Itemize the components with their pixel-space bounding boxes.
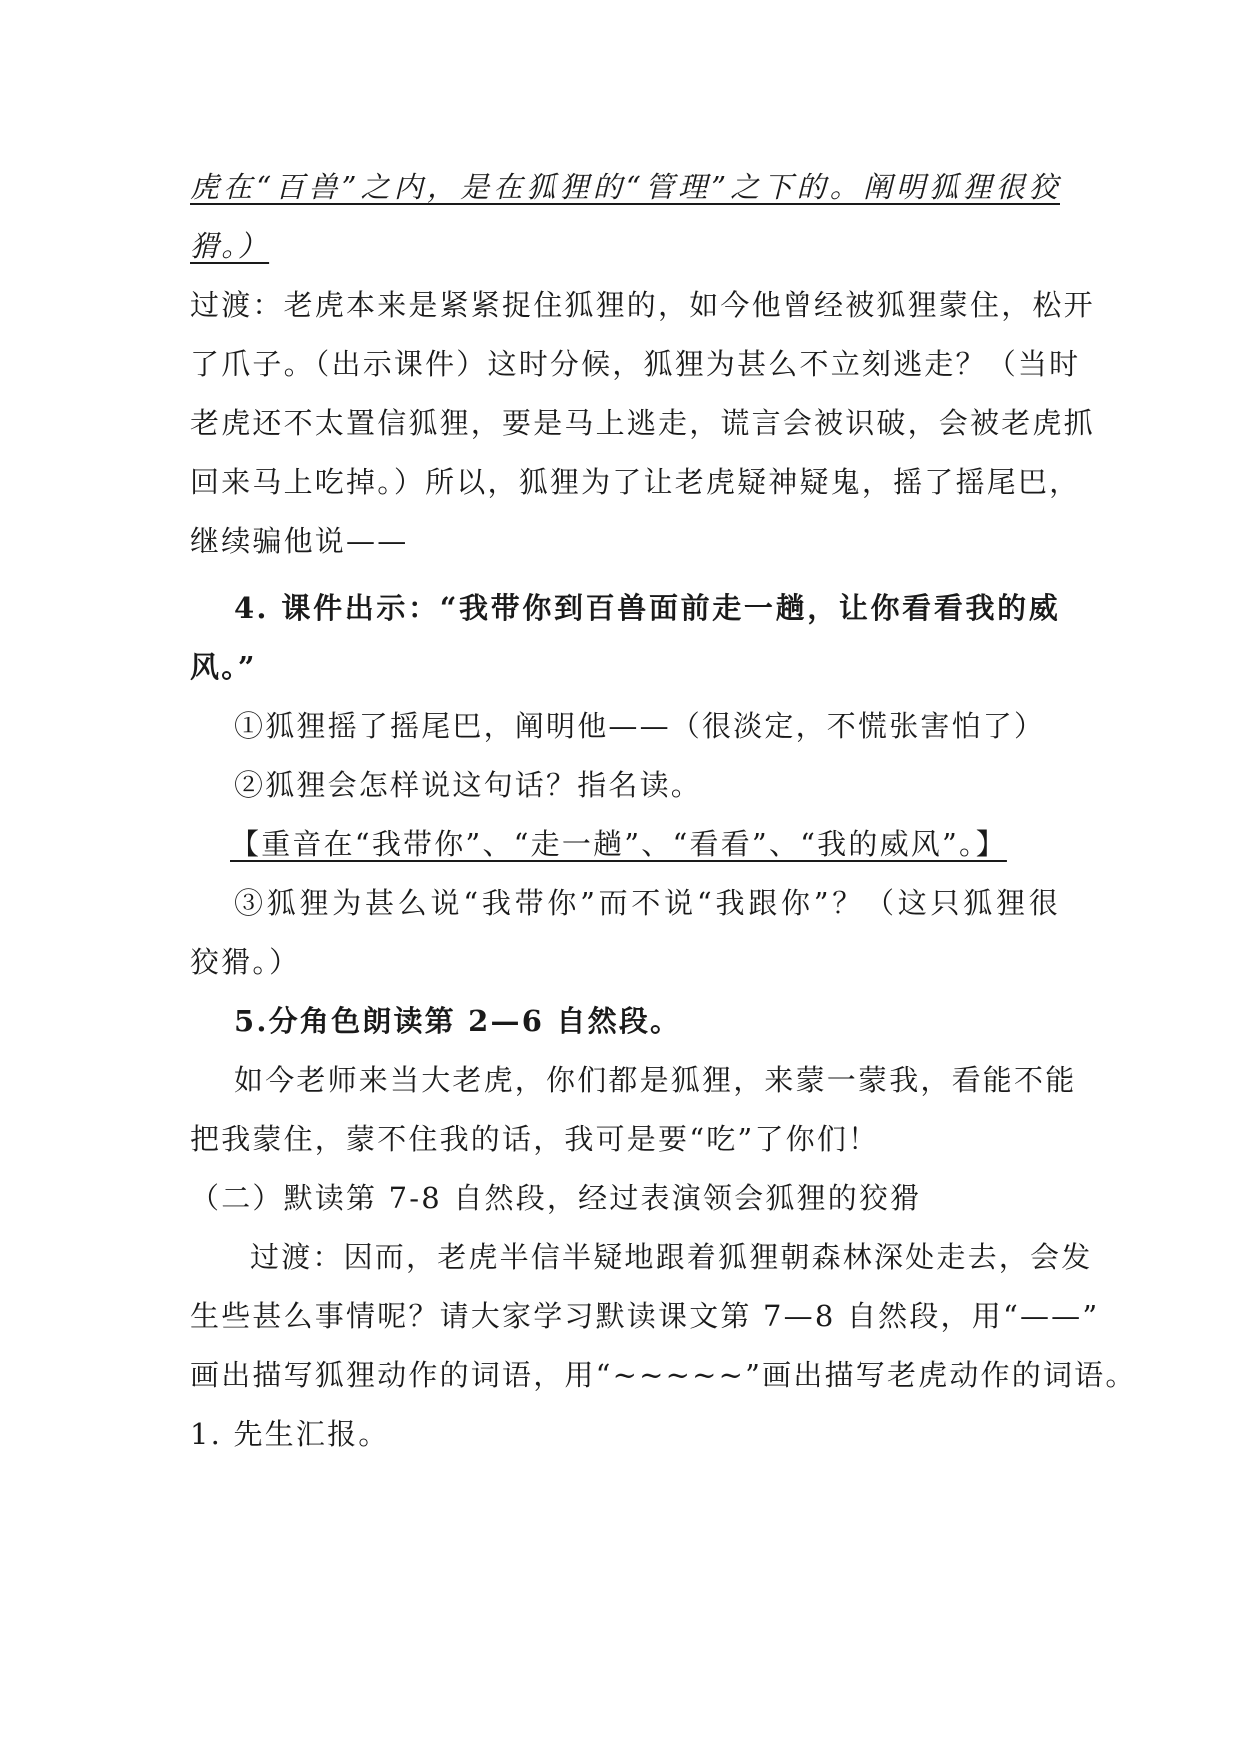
bold-heading-line: 4. 课件出示：“我带你到百兽面前走一趟，让你看看我的威 <box>234 591 1060 625</box>
text-line: 了爪子。（出示课件）这时分候，狐狸为甚么不立刻逃走？（当时 <box>190 347 1081 381</box>
text-line: 狡猾。） <box>190 945 301 979</box>
italic-underlined-text: 虎在“百兽”之内，是在狐狸的“管理”之下的。阐明狐狸很狡 <box>190 170 1060 204</box>
bold-heading-line: 5.分角色朗读第 2—6 自然段。 <box>234 1004 682 1038</box>
text-line: 画出描写狐狸动作的词语，用“~~~~~”画出描写老虎动作的词语。 <box>190 1358 1137 1392</box>
text-line: 1. 先生汇报。 <box>190 1417 390 1451</box>
text-line: ①狐狸摇了摇尾巴，阐明他——（很淡定，不慌张害怕了） <box>234 709 1046 743</box>
text-line: 过渡：因而，老虎半信半疑地跟着狐狸朝森林深处走去，会发 <box>250 1240 1093 1274</box>
text-line <box>190 217 1060 276</box>
text-line <box>190 158 1060 217</box>
text-line: 过渡：老虎本来是紧紧捉住狐狸的，如今他曾经被狐狸蒙住，松开 <box>190 288 1095 322</box>
italic-underlined-text: 猾。） <box>190 229 270 263</box>
document-page <box>190 158 1137 1464</box>
text-line: 回来马上吃掉。）所以，狐狸为了让老虎疑神疑鬼，摇了摇尾巴， <box>190 465 1081 499</box>
text-line: ②狐狸会怎样说这句话？指名读。 <box>234 768 703 802</box>
text-line: 继续骗他说—— <box>190 524 409 558</box>
text-line: 如今老师来当大老虎，你们都是狐狸，来蒙一蒙我，看能不能 <box>234 1063 1077 1097</box>
text-line <box>190 815 1060 874</box>
text-line: 生些甚么事情呢？请大家学习默读课文第 7—8 自然段，用“——” <box>190 1299 1100 1333</box>
bold-heading-line: 风。” <box>190 650 257 684</box>
text-line: 老虎还不太置信狐狸，要是马上逃走，谎言会被识破，会被老虎抓 <box>190 406 1095 440</box>
text-line: 把我蒙住，蒙不住我的话，我可是要“吃”了你们！ <box>190 1122 880 1156</box>
underlined-text: 【重音在“我带你”、“走一趟”、“看看”、“我的威风”。】 <box>230 827 1007 861</box>
section-heading-line: （二）默读第 7-8 自然段，经过表演领会狐狸的狡猾 <box>190 1181 922 1215</box>
text-line: ③狐狸为甚么说“我带你”而不说“我跟你”？（这只狐狸很 <box>234 886 1060 920</box>
